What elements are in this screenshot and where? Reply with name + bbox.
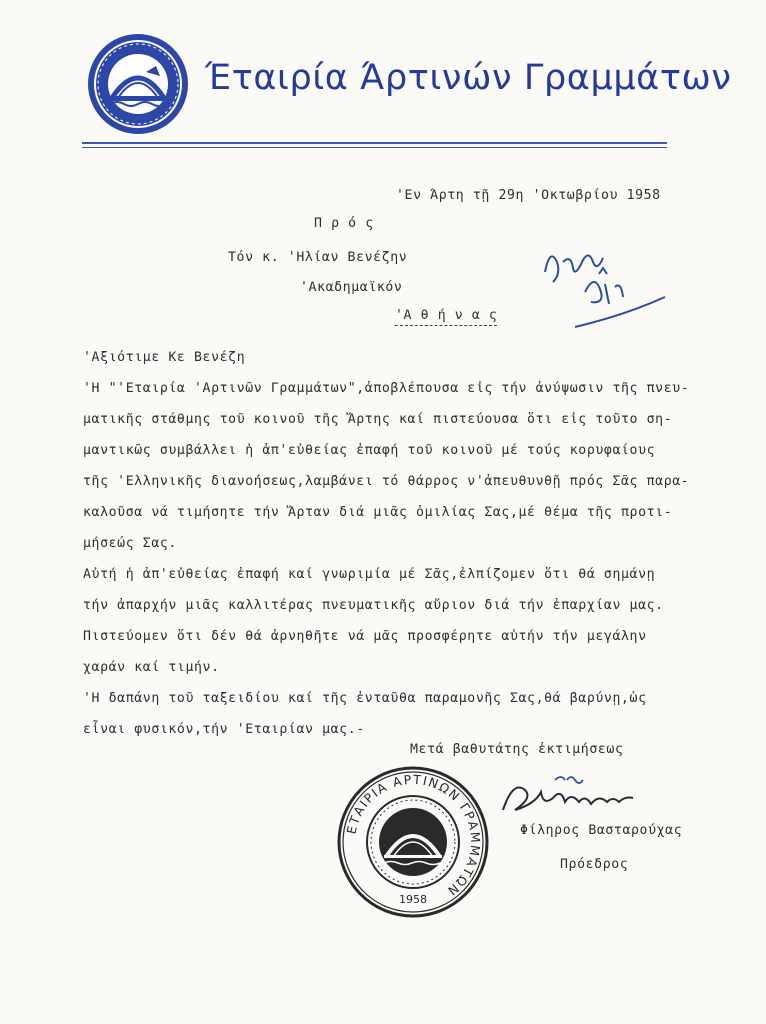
body-line: τήν ἀπαρχήν μιᾶς καλλιτέρας πνευματικῆς αὔριον διά τήν ἐπαρχίαν μας. xyxy=(83,598,664,613)
body-line: χαράν καί τιμήν. xyxy=(83,660,220,675)
recipient-city xyxy=(395,308,497,323)
body-line: ματικῆς στάθμης τοῦ κοινοῦ τῆς Ἄρτης καί πιστεύουσα ὅτι εἰς τοῦτο ση- xyxy=(83,412,673,427)
header-rule-top xyxy=(82,142,667,144)
recipient-name: Τόν κ. 'Ηλίαν Βενέζην xyxy=(228,250,408,265)
closing-line: Μετά βαθυτάτης ἐκτιμήσεως xyxy=(410,742,624,757)
date-line: 'Εν Άρτη τῇ 29η 'Οκτωβρίου 1958 xyxy=(396,188,661,203)
signer-title: Πρόεδρος xyxy=(560,857,629,872)
header-rule-bottom xyxy=(82,147,667,148)
body-line: Πιστεύομεν ὅτι δέν θά ἀρνηθῆτε νά μᾶς προσφέρητε αὐτήν τήν μεγάλην xyxy=(83,629,647,644)
body-line: εἶναι φυσικόν,τήν 'Εταιρίαν μας.- xyxy=(83,722,365,737)
society-seal xyxy=(336,765,490,919)
body-line: Αὐτή ἡ ἀπ'εὐθείας ἐπαφή καί γνωριμία μέ Σᾶς,ἐλπίζομεν ὅτι θά σημάνῃ xyxy=(83,567,656,582)
seal-year: 1958 xyxy=(399,893,427,906)
salutation: 'Αξιότιμε Κε Βενέζη xyxy=(83,350,246,365)
to-label: Π ρ ό ς xyxy=(314,216,374,231)
body-line: μήσεώς Σας. xyxy=(83,536,177,551)
signer-name: Φίληρος Βασταρούχας xyxy=(520,823,683,838)
handwritten-signature xyxy=(495,770,675,825)
recipient-city-text: 'Α θ ή ν α ς xyxy=(395,308,497,326)
recipient-title: 'Ακαδημαϊκόν xyxy=(300,280,403,295)
organization-title: Έταιρία Άρτινών Γραμμάτων xyxy=(205,58,732,98)
seal-ring-text: ΕΤΑΙΡΙΑ ΑΡΤΙΝΩΝ ΓΡΑΜΜΑΤΩΝ xyxy=(343,771,484,900)
body-line: τῆς 'Ελληνικῆς διανοήσεως,λαμβάνει τό θάρρος ν'ἀπευθυνθῇ πρός Σᾶς παρα- xyxy=(83,474,690,489)
handwritten-annotation xyxy=(535,232,675,342)
body-line: μαντικῶς συμβάλλει ἡ ἀπ'εὐθείας ἐπαφή τοῦ κοινοῦ μέ τούς κορυφαίους xyxy=(83,443,656,458)
body-line: 'Η "'Εταιρία 'Αρτινῶν Γραμμάτων",ἀποβλέπουσα εἰς τήν ἀνύψωσιν τῆς πνευ- xyxy=(83,381,690,396)
body-line: 'Η δαπάνη τοῦ ταξειδίου καί τῆς ἐνταῦθα παραμονῆς Σας,θά βαρύνῃ,ὡς xyxy=(83,691,647,706)
society-logo xyxy=(86,32,190,136)
body-line: καλοῦσα νά τιμήσητε τήν Ἄρταν διά μιᾶς ὁμιλίας Σας,μέ θέμα τῆς προτι- xyxy=(83,505,673,520)
